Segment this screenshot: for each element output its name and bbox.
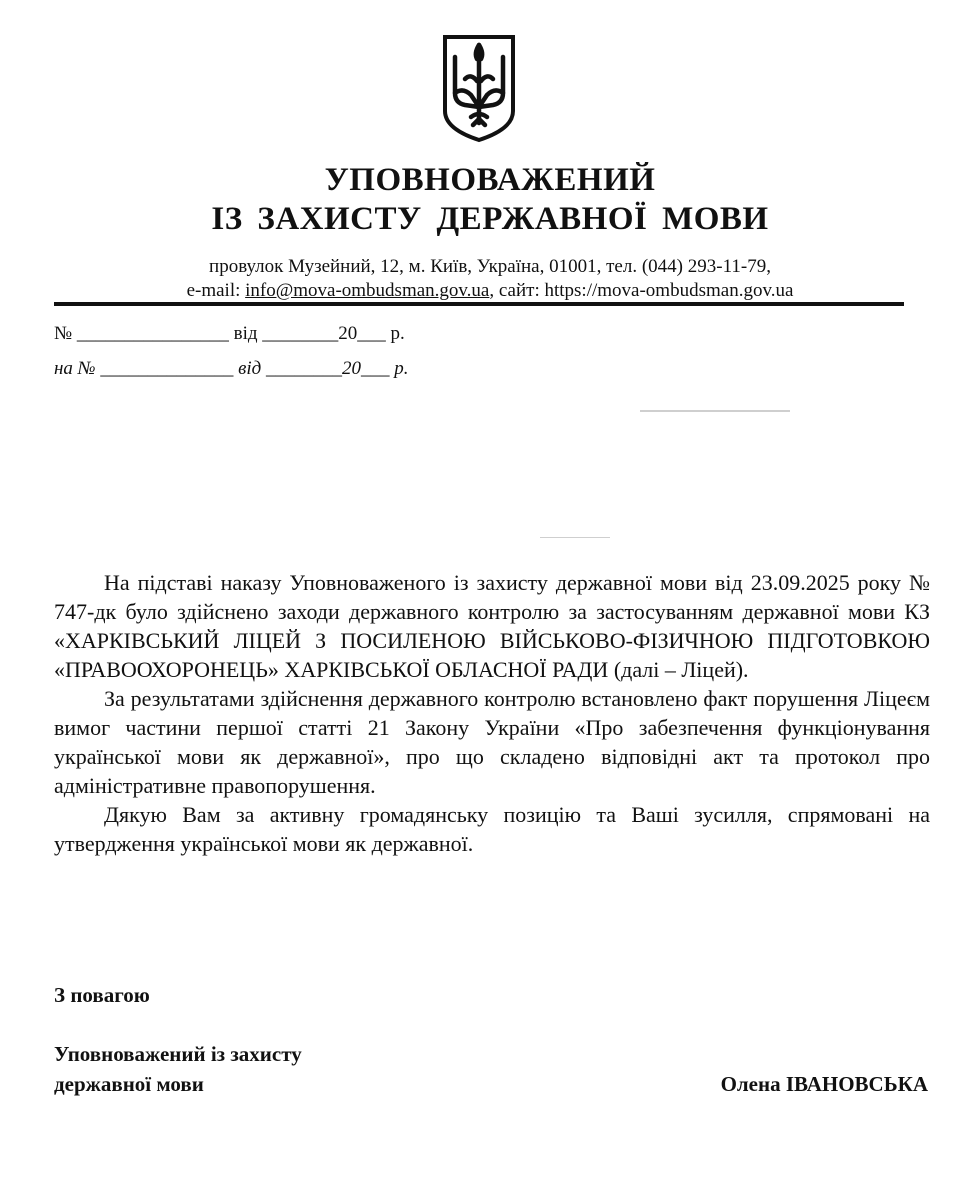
site-link[interactable]: https://mova-ombudsman.gov.ua — [544, 280, 794, 301]
header-divider — [54, 302, 904, 306]
body-paragraph-2: За результатами здійснення державного контролю встановлено факт порушення Ліцеєм вимог частини першої статті 21 Закону України «Про забезпечення функціонування української мови як державної», про що складено відповідні акт та протокол про адміністративне правопорушення. — [54, 686, 930, 798]
closing-phrase: З повагою — [54, 983, 150, 1007]
outgoing-number-line: № ________________ від ________20___ р. — [54, 323, 405, 344]
signatory-position-line2: державної мови — [54, 1072, 204, 1096]
scan-artifact — [540, 537, 610, 538]
address-line: провулок Музейний, 12, м. Київ, Україна, 01001, тел. (044) 293-11-79, — [209, 256, 771, 277]
org-title-line2: ІЗ ЗАХИСТУ ДЕРЖАВНОЇ МОВИ — [211, 201, 769, 237]
org-title-line1: УПОВНОВАЖЕНИЙ — [324, 162, 656, 198]
trident-coat-of-arms-icon — [441, 33, 517, 143]
body-paragraph-3: Дякую Вам за активну громадянську позицію та Ваші зусилля, спрямовані на утвердження української мови як державної. — [54, 802, 930, 856]
scan-artifact — [640, 410, 790, 412]
incoming-number-line: на № ______________ від ________20___ р. — [54, 358, 409, 379]
site-label: , сайт: — [489, 280, 545, 301]
email-link[interactable]: info@mova-ombudsman.gov.ua — [245, 280, 490, 301]
signatory-position-line1: Уповноважений із захисту — [54, 1042, 302, 1066]
signatory-position — [54, 1039, 302, 1099]
contact-line — [0, 279, 980, 303]
email-label: e-mail: — [186, 280, 246, 301]
body-paragraph-1: На підставі наказу Уповноваженого із захисту державної мови від 23.09.2025 року № 747-дк було здійснено заходи державного контролю за застосуванням державної мови КЗ «ХАРКІВСЬКИЙ ЛІЦЕЙ З ПОСИЛЕНОЮ ВІЙСЬКОВО-ФІЗИЧНОЮ ПІДГОТОВКОЮ «ПРАВООХОРОНЕЦЬ» ХАРКІВСЬКОЇ ОБЛАСНОЇ РАДИ (далі – Ліцей). — [54, 570, 930, 682]
signatory-name: Олена ІВАНОВСЬКА — [720, 1072, 928, 1096]
letter-body — [54, 568, 930, 858]
